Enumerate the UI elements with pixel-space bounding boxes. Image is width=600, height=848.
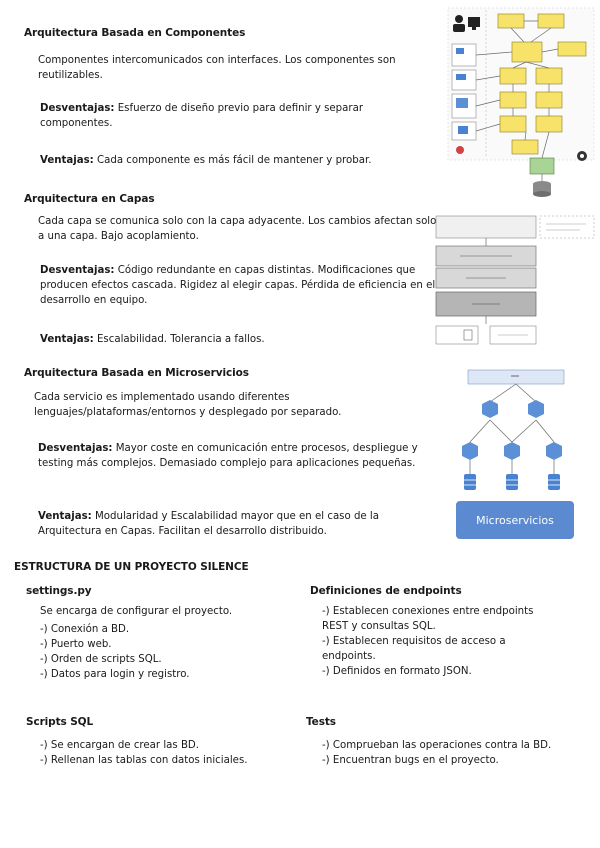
section-title-capas: Arquitectura en Capas: [24, 193, 155, 205]
componentes-diagram: [446, 6, 598, 198]
list-item: -) Puerto web.: [40, 639, 112, 650]
list-item: -) Orden de scripts SQL.: [40, 654, 162, 665]
component-icon: [456, 146, 464, 154]
tests-list: [322, 738, 552, 768]
componentes-description: Componentes intercomunicados con interfaces. Los componentes son reutilizables.: [38, 55, 396, 81]
list-item: -) Definidos en formato JSON.: [322, 666, 472, 677]
desventajas-label: Desventajas:: [40, 103, 115, 114]
componentes-ventajas: [40, 153, 440, 168]
section-title-componentes: Arquitectura Basada en Componentes: [24, 27, 246, 39]
user-icon: [455, 15, 463, 23]
tests-title: Tests: [306, 716, 336, 728]
ventajas-text: Escalabilidad. Tolerancia a fallos.: [97, 334, 265, 345]
list-item: -) Se encargan de crear las BD.: [40, 740, 200, 751]
list-item: -) Rellenan las tablas con datos iniciales.: [40, 755, 248, 766]
list-item: -) Establecen requisitos de acceso a endpoints.: [322, 636, 506, 662]
scripts-title: Scripts SQL: [26, 716, 94, 728]
componentes-desventajas: [40, 101, 430, 131]
list-item: -) Datos para login y registro.: [40, 669, 190, 680]
ventajas-text: Cada componente es más fácil de mantener y probar.: [97, 155, 372, 166]
ventajas-label: Ventajas:: [40, 155, 94, 166]
microservicios-diagram: [456, 368, 586, 496]
microservicios-label-box: Microservicios: [456, 501, 574, 539]
list-item: -) Conexión a BD.: [40, 624, 130, 635]
list-item: -) Encuentran bugs en el proyecto.: [322, 755, 499, 766]
desventajas-label: Desventajas:: [38, 443, 113, 454]
capas-diagram: [430, 212, 596, 348]
endpoints-list: [322, 604, 552, 679]
endpoints-title: Definiciones de endpoints: [310, 585, 462, 597]
scripts-list: [40, 738, 250, 768]
list-item: -) Comprueban las operaciones contra la BD.: [322, 740, 552, 751]
section-title-estructura: ESTRUCTURA DE UN PROYECTO SILENCE: [14, 561, 249, 573]
ventajas-text: Modularidad y Escalabilidad mayor que en el caso de la Arquitectura en Capas. Facilitan el desarrollo distribuido.: [38, 511, 380, 537]
desventajas-text: Código redundante en capas distintas. Modificaciones que producen efectos cascada. Rigidez al elegir capas. Pérdida de eficiencia en el desarrollo en equipo.: [40, 265, 436, 306]
desventajas-label: Desventajas:: [40, 265, 115, 276]
capas-ventajas: [40, 332, 430, 347]
microservicios-desventajas: [38, 441, 452, 471]
microservicios-description: Cada servicio es implementado usando diferentes lenguajes/plataformas/entornos y desplegado por separado.: [34, 392, 342, 418]
settings-title: settings.py: [26, 585, 92, 597]
desventajas-text: Esfuerzo de diseño previo para definir y separar componentes.: [40, 103, 364, 129]
computer-icon: [468, 17, 480, 27]
settings-list: [40, 622, 290, 682]
ventajas-label: Ventajas:: [38, 511, 92, 522]
list-item: -) Establecen conexiones entre endpoints REST y consultas SQL.: [322, 606, 534, 632]
capas-description: Cada capa se comunica solo con la capa adyacente. Los cambios afectan solo a una capa. Bajo acoplamiento.: [38, 216, 437, 242]
settings-intro: Se encarga de configurar el proyecto.: [40, 606, 233, 617]
section-title-microservicios: Arquitectura Basada en Microservicios: [24, 367, 249, 379]
microservicios-ventajas: [38, 509, 438, 539]
ventajas-label: Ventajas:: [40, 334, 94, 345]
capas-desventajas: [40, 263, 436, 308]
desventajas-text: Mayor coste en comunicación entre procesos, despliegue y testing más complejos. Demasiado complejo para aplicaciones pequeñas.: [38, 443, 418, 469]
